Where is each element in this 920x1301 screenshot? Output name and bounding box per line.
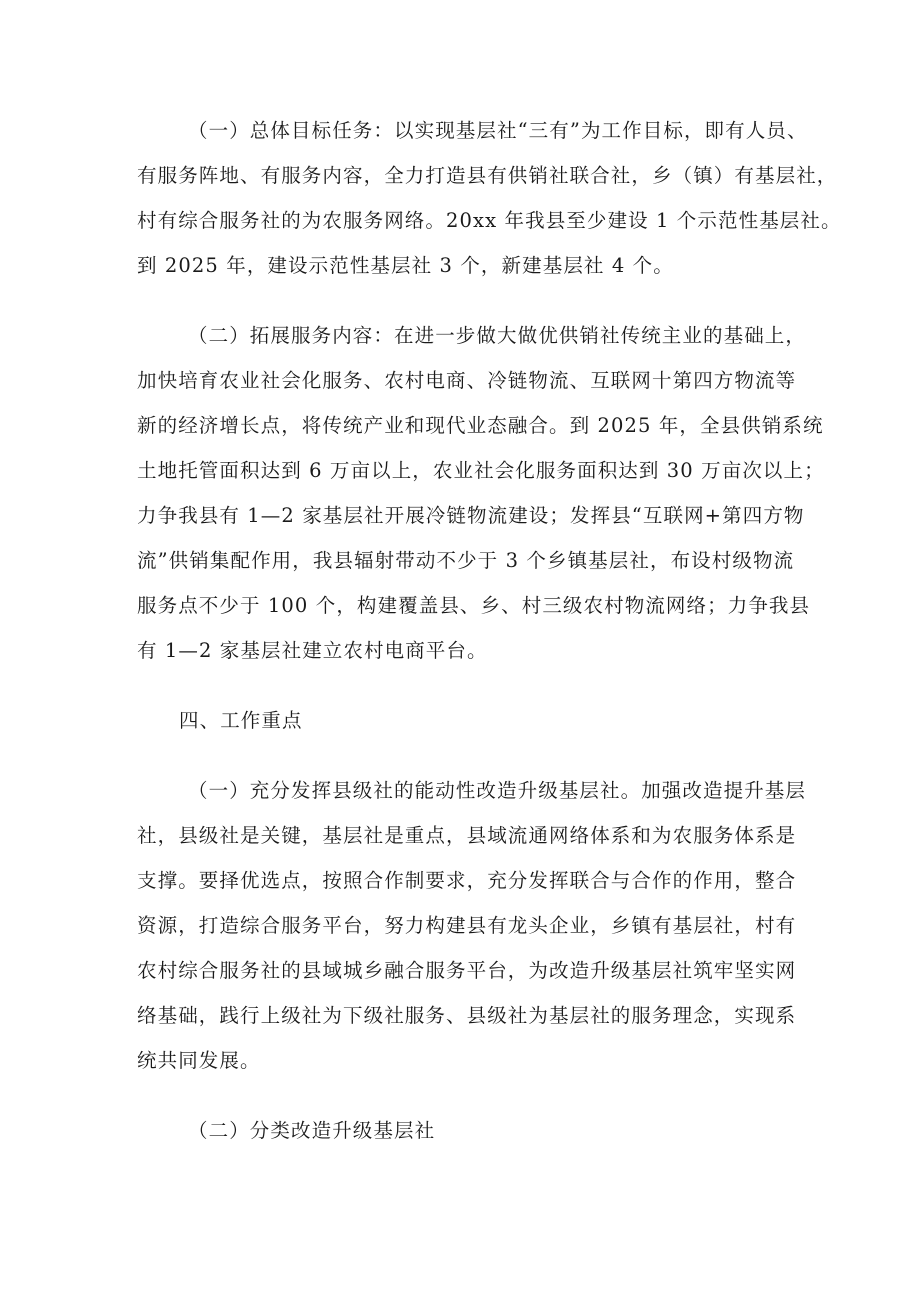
text-line: 土地托管面积达到 6 万亩以上，农业社会化服务面积达到 30 万亩次以上； bbox=[137, 459, 825, 482]
text-line: （二）拓展服务内容：在进一步做大做优供销社传统主业的基础上， bbox=[188, 324, 807, 347]
text-line: 有 1—2 家基层社建立农村电商平台。 bbox=[137, 639, 488, 662]
text-line: 到 2025 年，建设示范性基层社 3 个，新建基层社 4 个。 bbox=[137, 254, 674, 277]
text-line: （一）总体目标任务：以实现基层社“三有”为工作目标，即有人员、 bbox=[188, 119, 808, 142]
text-line: 社，县级社是关键，基层社是重点，县域流通网络体系和为农服务体系是 bbox=[137, 824, 797, 847]
text-line: （一）充分发挥县级社的能动性改造升级基层社。加强改造提升基层 bbox=[188, 779, 807, 802]
text-line: 力争我县有 1—2 家基层社开展冷链物流建设；发挥县“互联网+第四方物 bbox=[137, 504, 805, 527]
text-line: 农村综合服务社的县域城乡融合服务平台，为改造升级基层社筑牢坚实网 bbox=[137, 959, 797, 982]
section-heading: 四、工作重点 bbox=[179, 709, 303, 732]
text-line: 新的经济增长点，将传统产业和现代业态融合。到 2025 年，全县供销系统 bbox=[137, 414, 824, 437]
text-line: 加快培育农业社会化服务、农村电商、冷链物流、互联网十第四方物流等 bbox=[137, 369, 797, 392]
subsection-heading: （二）分类改造升级基层社 bbox=[188, 1119, 436, 1142]
text-line: 流”供销集配作用，我县辐射带动不少于 3 个乡镇基层社，布设村级物流 bbox=[137, 549, 795, 572]
text-line: 服务点不少于 100 个，构建覆盖县、乡、村三级农村物流网络；力争我县 bbox=[137, 594, 811, 617]
text-line: 资源，打造综合服务平台，努力构建县有龙头企业，乡镇有基层社，村有 bbox=[137, 914, 797, 937]
text-line: 支撑。要择优选点，按照合作制要求，充分发挥联合与合作的作用，整合 bbox=[137, 869, 797, 892]
text-line: 有服务阵地、有服务内容，全力打造县有供销社联合社，乡（镇）有基层社， bbox=[137, 164, 838, 187]
text-line: 村有综合服务社的为农服务网络。20xx 年我县至少建设 1 个示范性基层社。 bbox=[137, 209, 842, 232]
text-line: 络基础，践行上级社为下级社服务、县级社为基层社的服务理念，实现系 bbox=[137, 1004, 797, 1027]
text-line: 统共同发展。 bbox=[137, 1049, 261, 1072]
